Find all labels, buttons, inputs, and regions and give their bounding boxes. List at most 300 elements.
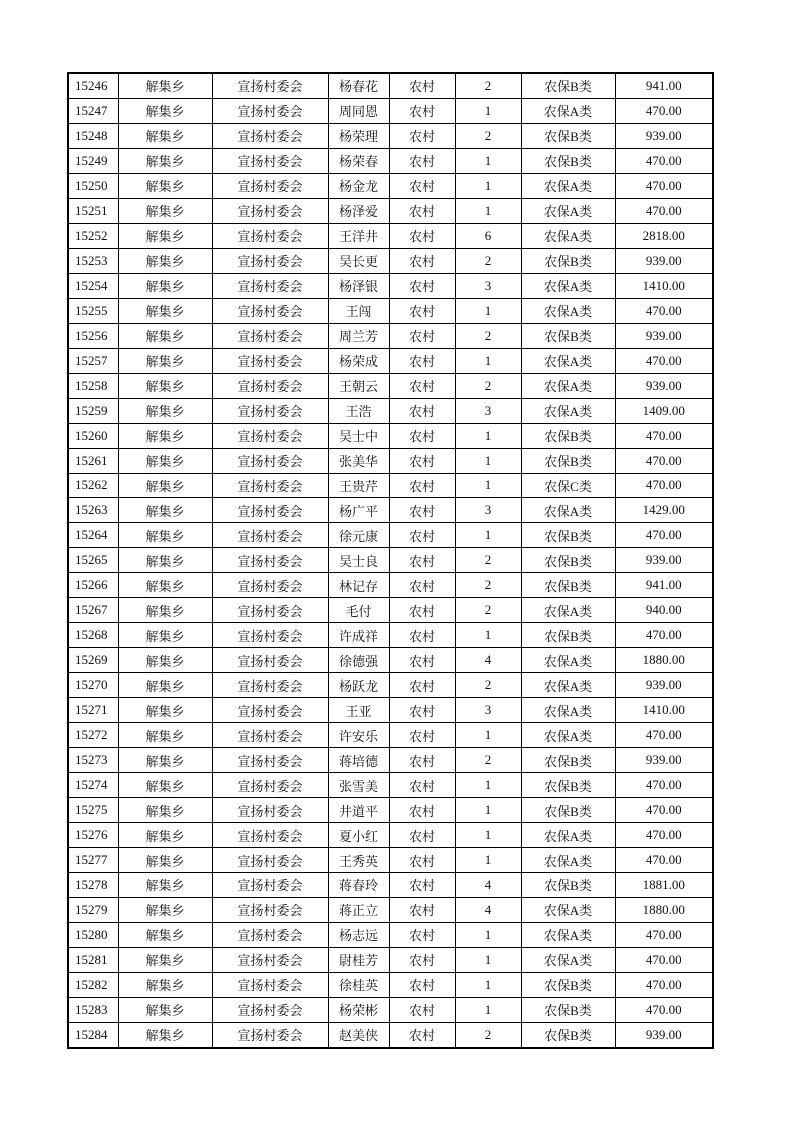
cell-category: 农保A类 [521,398,615,423]
cell-area: 农村 [389,348,455,373]
cell-area: 农村 [389,922,455,947]
cell-area: 农村 [389,798,455,823]
cell-id: 15254 [68,273,118,298]
cell-id: 15251 [68,198,118,223]
cell-id: 15268 [68,623,118,648]
cell-name: 蒋春玲 [328,873,389,898]
cell-area: 农村 [389,98,455,123]
cell-area: 农村 [389,198,455,223]
cell-count: 4 [455,873,521,898]
table-row [68,873,713,898]
cell-area: 农村 [389,673,455,698]
cell-area: 农村 [389,423,455,448]
cell-name: 周同恩 [328,98,389,123]
cell-amount: 1880.00 [615,897,713,922]
cell-id: 15253 [68,248,118,273]
cell-name: 杨跃龙 [328,673,389,698]
cell-committee: 宣扬村委会 [212,798,328,823]
cell-township: 解集乡 [118,598,212,623]
table-row [68,273,713,298]
cell-count: 2 [455,598,521,623]
cell-township: 解集乡 [118,223,212,248]
cell-name: 许成祥 [328,623,389,648]
cell-count: 3 [455,498,521,523]
cell-id: 15267 [68,598,118,623]
cell-amount: 1881.00 [615,873,713,898]
cell-area: 农村 [389,148,455,173]
cell-count: 1 [455,848,521,873]
cell-township: 解集乡 [118,873,212,898]
cell-committee: 宣扬村委会 [212,523,328,548]
cell-area: 农村 [389,223,455,248]
cell-area: 农村 [389,373,455,398]
table-row [68,473,713,498]
cell-id: 15250 [68,173,118,198]
table-row [68,298,713,323]
cell-area: 农村 [389,398,455,423]
cell-township: 解集乡 [118,548,212,573]
cell-committee: 宣扬村委会 [212,323,328,348]
table-row [68,73,713,98]
cell-area: 农村 [389,648,455,673]
cell-category: 农保B类 [521,748,615,773]
cell-category: 农保B类 [521,623,615,648]
table-row [68,423,713,448]
cell-committee: 宣扬村委会 [212,273,328,298]
cell-id: 15281 [68,947,118,972]
cell-name: 徐桂英 [328,972,389,997]
cell-amount: 470.00 [615,723,713,748]
cell-name: 徐德强 [328,648,389,673]
cell-count: 1 [455,773,521,798]
cell-area: 农村 [389,897,455,922]
table-row [68,598,713,623]
cell-township: 解集乡 [118,648,212,673]
cell-name: 杨金龙 [328,173,389,198]
cell-amount: 470.00 [615,947,713,972]
cell-township: 解集乡 [118,1022,212,1047]
cell-id: 15252 [68,223,118,248]
cell-count: 4 [455,897,521,922]
cell-amount: 941.00 [615,573,713,598]
cell-id: 15249 [68,148,118,173]
cell-township: 解集乡 [118,798,212,823]
cell-amount: 470.00 [615,173,713,198]
cell-township: 解集乡 [118,298,212,323]
cell-area: 农村 [389,997,455,1022]
cell-name: 杨春花 [328,73,389,98]
table-row [68,398,713,423]
cell-name: 吴长更 [328,248,389,273]
cell-area: 农村 [389,273,455,298]
table-row [68,348,713,373]
cell-count: 1 [455,922,521,947]
cell-amount: 939.00 [615,323,713,348]
cell-township: 解集乡 [118,248,212,273]
cell-category: 农保A类 [521,673,615,698]
cell-name: 杨荣彬 [328,997,389,1022]
cell-amount: 939.00 [615,748,713,773]
cell-township: 解集乡 [118,947,212,972]
cell-id: 15269 [68,648,118,673]
cell-count: 1 [455,947,521,972]
cell-township: 解集乡 [118,623,212,648]
cell-id: 15248 [68,123,118,148]
cell-area: 农村 [389,298,455,323]
cell-name: 林记存 [328,573,389,598]
cell-committee: 宣扬村委会 [212,598,328,623]
table-row [68,723,713,748]
cell-township: 解集乡 [118,473,212,498]
table-row [68,798,713,823]
cell-name: 吴士中 [328,423,389,448]
cell-amount: 470.00 [615,298,713,323]
cell-category: 农保A类 [521,373,615,398]
cell-committee: 宣扬村委会 [212,573,328,598]
cell-amount: 470.00 [615,972,713,997]
cell-count: 2 [455,323,521,348]
cell-area: 农村 [389,748,455,773]
cell-township: 解集乡 [118,198,212,223]
table-row [68,823,713,848]
cell-id: 15247 [68,98,118,123]
cell-committee: 宣扬村委会 [212,897,328,922]
cell-township: 解集乡 [118,773,212,798]
cell-amount: 939.00 [615,123,713,148]
cell-area: 农村 [389,698,455,723]
cell-name: 许安乐 [328,723,389,748]
cell-id: 15258 [68,373,118,398]
cell-committee: 宣扬村委会 [212,873,328,898]
table-body [68,73,713,1048]
table-row [68,573,713,598]
cell-name: 王浩 [328,398,389,423]
cell-count: 2 [455,248,521,273]
cell-township: 解集乡 [118,498,212,523]
cell-category: 农保B类 [521,548,615,573]
cell-township: 解集乡 [118,173,212,198]
cell-id: 15284 [68,1022,118,1047]
cell-committee: 宣扬村委会 [212,298,328,323]
cell-count: 6 [455,223,521,248]
cell-category: 农保A类 [521,298,615,323]
cell-committee: 宣扬村委会 [212,623,328,648]
cell-category: 农保A类 [521,173,615,198]
cell-township: 解集乡 [118,323,212,348]
cell-amount: 470.00 [615,623,713,648]
cell-id: 15246 [68,73,118,98]
cell-name: 蒋培德 [328,748,389,773]
cell-name: 杨荣春 [328,148,389,173]
cell-id: 15262 [68,473,118,498]
cell-count: 1 [455,348,521,373]
cell-township: 解集乡 [118,673,212,698]
cell-id: 15270 [68,673,118,698]
cell-id: 15256 [68,323,118,348]
cell-category: 农保A类 [521,848,615,873]
cell-id: 15277 [68,848,118,873]
cell-name: 尉桂芳 [328,947,389,972]
cell-count: 1 [455,473,521,498]
cell-area: 农村 [389,448,455,473]
cell-id: 15283 [68,997,118,1022]
cell-category: 农保B类 [521,123,615,148]
cell-id: 15261 [68,448,118,473]
cell-name: 毛付 [328,598,389,623]
cell-category: 农保B类 [521,323,615,348]
cell-area: 农村 [389,123,455,148]
cell-amount: 470.00 [615,98,713,123]
cell-category: 农保B类 [521,423,615,448]
cell-category: 农保A类 [521,598,615,623]
table-row [68,173,713,198]
cell-area: 农村 [389,473,455,498]
cell-township: 解集乡 [118,523,212,548]
cell-name: 王贵芹 [328,473,389,498]
cell-name: 杨荣成 [328,348,389,373]
table-row [68,248,713,273]
cell-id: 15271 [68,698,118,723]
cell-committee: 宣扬村委会 [212,73,328,98]
cell-township: 解集乡 [118,448,212,473]
cell-count: 1 [455,198,521,223]
cell-name: 徐元康 [328,523,389,548]
cell-area: 农村 [389,972,455,997]
cell-count: 1 [455,823,521,848]
cell-area: 农村 [389,823,455,848]
cell-committee: 宣扬村委会 [212,823,328,848]
cell-committee: 宣扬村委会 [212,748,328,773]
cell-category: 农保A类 [521,223,615,248]
cell-count: 1 [455,148,521,173]
cell-committee: 宣扬村委会 [212,498,328,523]
cell-name: 赵美侠 [328,1022,389,1047]
cell-id: 15264 [68,523,118,548]
cell-area: 农村 [389,873,455,898]
cell-amount: 470.00 [615,348,713,373]
cell-count: 2 [455,748,521,773]
cell-category: 农保B类 [521,1022,615,1047]
cell-count: 1 [455,98,521,123]
cell-amount: 470.00 [615,773,713,798]
cell-area: 农村 [389,623,455,648]
cell-id: 15266 [68,573,118,598]
cell-township: 解集乡 [118,73,212,98]
cell-committee: 宣扬村委会 [212,673,328,698]
cell-id: 15280 [68,922,118,947]
cell-name: 王洋井 [328,223,389,248]
cell-id: 15272 [68,723,118,748]
cell-committee: 宣扬村委会 [212,448,328,473]
cell-category: 农保A类 [521,273,615,298]
table-row [68,922,713,947]
cell-committee: 宣扬村委会 [212,548,328,573]
cell-name: 王朝云 [328,373,389,398]
table-row [68,198,713,223]
cell-name: 张美华 [328,448,389,473]
cell-count: 1 [455,298,521,323]
cell-name: 夏小红 [328,823,389,848]
cell-committee: 宣扬村委会 [212,248,328,273]
cell-area: 农村 [389,723,455,748]
cell-committee: 宣扬村委会 [212,648,328,673]
cell-count: 1 [455,173,521,198]
cell-count: 3 [455,698,521,723]
cell-township: 解集乡 [118,348,212,373]
cell-township: 解集乡 [118,897,212,922]
cell-area: 农村 [389,173,455,198]
cell-count: 1 [455,972,521,997]
cell-id: 15274 [68,773,118,798]
cell-name: 张雪美 [328,773,389,798]
table-row [68,498,713,523]
cell-count: 1 [455,448,521,473]
cell-category: 农保A类 [521,648,615,673]
cell-category: 农保A类 [521,897,615,922]
cell-area: 农村 [389,523,455,548]
cell-amount: 470.00 [615,423,713,448]
cell-name: 杨泽爱 [328,198,389,223]
cell-id: 15263 [68,498,118,523]
cell-count: 1 [455,798,521,823]
cell-township: 解集乡 [118,573,212,598]
cell-area: 农村 [389,1022,455,1047]
table-row [68,698,713,723]
table-row [68,373,713,398]
cell-committee: 宣扬村委会 [212,848,328,873]
cell-amount: 470.00 [615,798,713,823]
cell-count: 2 [455,573,521,598]
cell-area: 农村 [389,947,455,972]
cell-township: 解集乡 [118,997,212,1022]
cell-name: 王闯 [328,298,389,323]
cell-committee: 宣扬村委会 [212,997,328,1022]
table-row [68,323,713,348]
cell-category: 农保A类 [521,98,615,123]
cell-amount: 1429.00 [615,498,713,523]
cell-category: 农保B类 [521,798,615,823]
cell-township: 解集乡 [118,922,212,947]
table-row [68,673,713,698]
cell-name: 杨泽银 [328,273,389,298]
cell-township: 解集乡 [118,423,212,448]
cell-category: 农保C类 [521,473,615,498]
cell-id: 15273 [68,748,118,773]
table-row [68,897,713,922]
cell-amount: 1410.00 [615,273,713,298]
table-row [68,648,713,673]
cell-category: 农保B类 [521,573,615,598]
cell-id: 15276 [68,823,118,848]
cell-committee: 宣扬村委会 [212,198,328,223]
cell-amount: 939.00 [615,1022,713,1047]
cell-committee: 宣扬村委会 [212,947,328,972]
cell-category: 农保A类 [521,947,615,972]
cell-area: 农村 [389,498,455,523]
cell-committee: 宣扬村委会 [212,173,328,198]
cell-count: 2 [455,373,521,398]
cell-committee: 宣扬村委会 [212,223,328,248]
cell-name: 杨荣理 [328,123,389,148]
cell-category: 农保A类 [521,198,615,223]
cell-township: 解集乡 [118,848,212,873]
table-row [68,972,713,997]
cell-amount: 941.00 [615,73,713,98]
cell-committee: 宣扬村委会 [212,373,328,398]
cell-committee: 宣扬村委会 [212,723,328,748]
cell-id: 15255 [68,298,118,323]
cell-committee: 宣扬村委会 [212,473,328,498]
cell-category: 农保A类 [521,698,615,723]
cell-committee: 宣扬村委会 [212,123,328,148]
cell-committee: 宣扬村委会 [212,423,328,448]
cell-id: 15265 [68,548,118,573]
cell-count: 2 [455,548,521,573]
cell-category: 农保B类 [521,997,615,1022]
cell-category: 农保B类 [521,148,615,173]
cell-township: 解集乡 [118,748,212,773]
cell-area: 农村 [389,598,455,623]
cell-committee: 宣扬村委会 [212,348,328,373]
cell-amount: 2818.00 [615,223,713,248]
table-row [68,98,713,123]
cell-id: 15282 [68,972,118,997]
cell-id: 15278 [68,873,118,898]
cell-committee: 宣扬村委会 [212,972,328,997]
cell-count: 2 [455,73,521,98]
cell-amount: 939.00 [615,373,713,398]
cell-committee: 宣扬村委会 [212,773,328,798]
cell-count: 1 [455,997,521,1022]
cell-amount: 470.00 [615,997,713,1022]
cell-committee: 宣扬村委会 [212,98,328,123]
table-row [68,623,713,648]
cell-township: 解集乡 [118,148,212,173]
cell-township: 解集乡 [118,398,212,423]
cell-amount: 470.00 [615,473,713,498]
cell-committee: 宣扬村委会 [212,398,328,423]
cell-township: 解集乡 [118,373,212,398]
cell-count: 2 [455,123,521,148]
cell-area: 农村 [389,573,455,598]
cell-amount: 939.00 [615,248,713,273]
cell-name: 王亚 [328,698,389,723]
cell-name: 井道平 [328,798,389,823]
cell-area: 农村 [389,73,455,98]
cell-count: 3 [455,398,521,423]
table-row [68,748,713,773]
cell-name: 杨广平 [328,498,389,523]
cell-area: 农村 [389,248,455,273]
cell-area: 农村 [389,848,455,873]
table-row [68,523,713,548]
cell-amount: 1409.00 [615,398,713,423]
cell-count: 2 [455,1022,521,1047]
cell-amount: 470.00 [615,448,713,473]
cell-area: 农村 [389,548,455,573]
cell-area: 农村 [389,773,455,798]
cell-category: 农保A类 [521,823,615,848]
cell-category: 农保A类 [521,723,615,748]
cell-committee: 宣扬村委会 [212,922,328,947]
cell-committee: 宣扬村委会 [212,1022,328,1047]
table-row [68,448,713,473]
cell-amount: 470.00 [615,848,713,873]
table-row [68,773,713,798]
cell-name: 蒋正立 [328,897,389,922]
table-row [68,223,713,248]
cell-category: 农保B类 [521,73,615,98]
